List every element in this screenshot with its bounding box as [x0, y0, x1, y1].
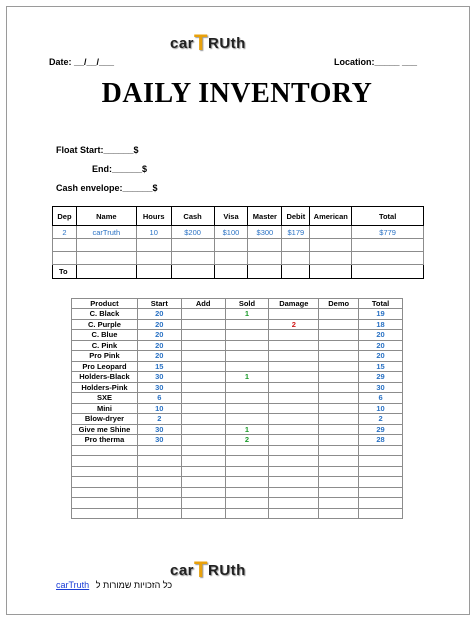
table-cell: $179 — [282, 226, 310, 239]
table-cell — [181, 351, 225, 362]
table-cell — [137, 508, 181, 519]
col-header: Total — [352, 207, 424, 226]
table-cell: 2 — [53, 226, 77, 239]
col-header: Demo — [319, 299, 359, 309]
table-cell — [225, 477, 269, 488]
product-name-cell: Holders-Black — [72, 372, 138, 383]
table-cell — [181, 319, 225, 330]
table-cell: 30 — [137, 372, 181, 383]
col-header: Total — [359, 299, 403, 309]
table-cell — [137, 456, 181, 467]
table-cell — [269, 403, 319, 414]
table-cell: 20 — [359, 340, 403, 351]
total-row-label: To — [53, 265, 77, 279]
table-cell — [181, 309, 225, 320]
table-cell: 30 — [137, 435, 181, 446]
table-cell — [137, 477, 181, 488]
table-cell — [319, 319, 359, 330]
table-cell — [269, 393, 319, 404]
table-cell — [225, 487, 269, 498]
table-row — [72, 309, 403, 320]
table-cell — [319, 382, 359, 393]
inventory-table-header — [72, 299, 403, 309]
table-cell — [181, 445, 225, 456]
table-cell — [319, 393, 359, 404]
table-cell — [269, 372, 319, 383]
product-name-cell: C. Blue — [72, 330, 138, 341]
table-row — [72, 319, 403, 330]
table-cell — [319, 351, 359, 362]
table-cell — [269, 477, 319, 488]
float-start-label: Float Start:______$ — [56, 145, 139, 155]
product-inventory-table — [71, 298, 403, 519]
table-cell — [319, 361, 359, 372]
table-cell — [319, 309, 359, 320]
product-name-cell: Give me Shine — [72, 424, 138, 435]
table-row — [53, 239, 424, 252]
table-cell — [359, 477, 403, 488]
col-header: Damage — [269, 299, 319, 309]
table-cell — [181, 382, 225, 393]
table-cell: 6 — [359, 393, 403, 404]
table-cell — [181, 477, 225, 488]
table-cell: 20 — [137, 309, 181, 320]
empty-table-row — [72, 456, 403, 467]
col-header: Name — [76, 207, 136, 226]
table-cell — [72, 456, 138, 467]
table-cell — [181, 466, 225, 477]
table-cell: 15 — [137, 361, 181, 372]
table-cell: 1 — [225, 372, 269, 383]
table-cell — [225, 456, 269, 467]
table-cell — [359, 456, 403, 467]
table-cell: 6 — [137, 393, 181, 404]
table-cell — [269, 361, 319, 372]
table-cell — [225, 445, 269, 456]
table-cell — [181, 424, 225, 435]
table-cell: 10 — [136, 226, 171, 239]
cash-envelope-label: Cash envelope:______$ — [56, 183, 158, 193]
table-cell — [269, 414, 319, 425]
product-name-cell: SXE — [72, 393, 138, 404]
table-cell — [310, 226, 352, 239]
table-cell — [319, 414, 359, 425]
footer-text: כל הזכויות שמורות ל — [95, 580, 173, 590]
table-cell — [181, 372, 225, 383]
product-name-cell: Pro Pink — [72, 351, 138, 362]
empty-table-row — [72, 477, 403, 488]
table-cell: 1 — [225, 309, 269, 320]
product-name-cell: Blow-dryer — [72, 414, 138, 425]
table-cell — [269, 382, 319, 393]
table-cell: 20 — [137, 330, 181, 341]
table-row — [72, 435, 403, 446]
table-cell — [269, 508, 319, 519]
table-row — [72, 351, 403, 362]
col-header: Hours — [136, 207, 171, 226]
table-cell: 10 — [359, 403, 403, 414]
table-cell — [225, 330, 269, 341]
location-field-label: Location:_____ ___ — [334, 57, 418, 67]
table-cell: 20 — [137, 351, 181, 362]
table-row — [53, 226, 424, 239]
col-header: Cash — [171, 207, 214, 226]
table-cell — [359, 508, 403, 519]
table-row — [72, 403, 403, 414]
table-cell — [181, 456, 225, 467]
table-cell — [181, 508, 225, 519]
table-cell — [225, 466, 269, 477]
table-cell: 18 — [359, 319, 403, 330]
table-cell — [269, 309, 319, 320]
product-name-cell: Holders-Pink — [72, 382, 138, 393]
table-cell — [225, 382, 269, 393]
table-row — [72, 414, 403, 425]
table-cell: $779 — [352, 226, 424, 239]
footer-copyright — [56, 580, 172, 590]
table-cell — [181, 340, 225, 351]
table-cell — [181, 330, 225, 341]
table-cell — [269, 498, 319, 509]
table-cell — [181, 435, 225, 446]
product-name-cell: Pro therma — [72, 435, 138, 446]
product-name-cell: C. Black — [72, 309, 138, 320]
table-cell: carTruth — [76, 226, 136, 239]
table-cell: $100 — [214, 226, 248, 239]
table-cell — [225, 361, 269, 372]
empty-table-row — [72, 487, 403, 498]
empty-table-row — [72, 508, 403, 519]
table-row — [72, 330, 403, 341]
table-cell — [319, 487, 359, 498]
table-cell — [225, 351, 269, 362]
table-cell — [225, 508, 269, 519]
table-cell: 20 — [137, 319, 181, 330]
table-cell — [319, 508, 359, 519]
table-cell — [269, 445, 319, 456]
table-cell — [319, 372, 359, 383]
table-cell — [319, 435, 359, 446]
col-header: Add — [181, 299, 225, 309]
table-cell — [269, 351, 319, 362]
col-header: Sold — [225, 299, 269, 309]
empty-table-row — [72, 445, 403, 456]
table-cell — [359, 466, 403, 477]
table-cell — [72, 487, 138, 498]
total-row — [53, 265, 424, 279]
table-cell — [359, 445, 403, 456]
table-row — [72, 393, 403, 404]
col-header: American — [310, 207, 352, 226]
table-cell — [319, 477, 359, 488]
table-cell — [319, 445, 359, 456]
table-row — [72, 340, 403, 351]
table-cell — [319, 403, 359, 414]
table-cell — [225, 393, 269, 404]
table-cell: 20 — [359, 351, 403, 362]
table-cell — [269, 435, 319, 446]
table-cell: 2 — [225, 435, 269, 446]
table-cell — [269, 487, 319, 498]
table-cell — [319, 340, 359, 351]
table-cell — [319, 330, 359, 341]
table-cell — [181, 393, 225, 404]
table-cell: 1 — [225, 424, 269, 435]
table-cell — [269, 330, 319, 341]
table-cell: 30 — [137, 382, 181, 393]
table-cell: 20 — [359, 330, 403, 341]
table-cell: 30 — [137, 424, 181, 435]
table-cell — [359, 487, 403, 498]
table-row — [53, 252, 424, 265]
table-cell — [225, 403, 269, 414]
table-cell — [359, 498, 403, 509]
table-row — [72, 382, 403, 393]
table-cell: 2 — [269, 319, 319, 330]
table-cell — [72, 498, 138, 509]
table-cell — [181, 487, 225, 498]
table-cell: $200 — [171, 226, 214, 239]
table-cell — [269, 456, 319, 467]
col-header: Start — [137, 299, 181, 309]
table-cell — [181, 498, 225, 509]
col-header: Master — [248, 207, 282, 226]
table-cell — [319, 466, 359, 477]
daily-table-header — [53, 207, 424, 226]
product-name-cell: Pro Leopard — [72, 361, 138, 372]
col-header: Debit — [282, 207, 310, 226]
table-cell: 20 — [137, 340, 181, 351]
table-cell — [225, 319, 269, 330]
table-cell: 29 — [359, 372, 403, 383]
table-cell: 30 — [359, 382, 403, 393]
cartruth-logo-footer: carTRUth — [170, 557, 246, 582]
table-cell: 2 — [359, 414, 403, 425]
product-name-cell: Mini — [72, 403, 138, 414]
table-cell — [137, 487, 181, 498]
table-cell: 15 — [359, 361, 403, 372]
table-cell — [72, 477, 138, 488]
daily-sales-table — [52, 206, 424, 279]
table-cell — [225, 498, 269, 509]
cartruth-logo: carTRUth — [170, 30, 246, 55]
table-cell — [137, 445, 181, 456]
table-cell — [72, 466, 138, 477]
empty-table-row — [72, 498, 403, 509]
table-cell — [137, 466, 181, 477]
table-row — [72, 372, 403, 383]
table-cell — [319, 424, 359, 435]
table-cell — [72, 508, 138, 519]
page-title: DAILY INVENTORY — [101, 78, 373, 109]
table-cell — [225, 340, 269, 351]
product-name-cell: C. Purple — [72, 319, 138, 330]
table-cell: 29 — [359, 424, 403, 435]
col-header: Product — [72, 299, 138, 309]
col-header: Visa — [214, 207, 248, 226]
product-name-cell: C. Pink — [72, 340, 138, 351]
table-cell — [319, 456, 359, 467]
table-cell — [225, 414, 269, 425]
footer-link[interactable]: carTruth — [56, 580, 90, 590]
table-cell — [137, 498, 181, 509]
table-cell — [72, 445, 138, 456]
float-end-label: End:______$ — [92, 164, 148, 174]
table-row — [72, 424, 403, 435]
table-cell — [269, 466, 319, 477]
table-cell: $300 — [248, 226, 282, 239]
table-cell — [181, 361, 225, 372]
table-cell: 28 — [359, 435, 403, 446]
table-cell — [269, 340, 319, 351]
table-cell — [181, 403, 225, 414]
table-cell — [269, 424, 319, 435]
table-cell: 10 — [137, 403, 181, 414]
table-cell: 2 — [137, 414, 181, 425]
table-cell — [319, 498, 359, 509]
table-row — [72, 361, 403, 372]
empty-table-row — [72, 466, 403, 477]
table-cell: 19 — [359, 309, 403, 320]
date-field-label: Date: __/__/___ — [49, 57, 115, 67]
table-cell — [181, 414, 225, 425]
col-header: Dep — [53, 207, 77, 226]
